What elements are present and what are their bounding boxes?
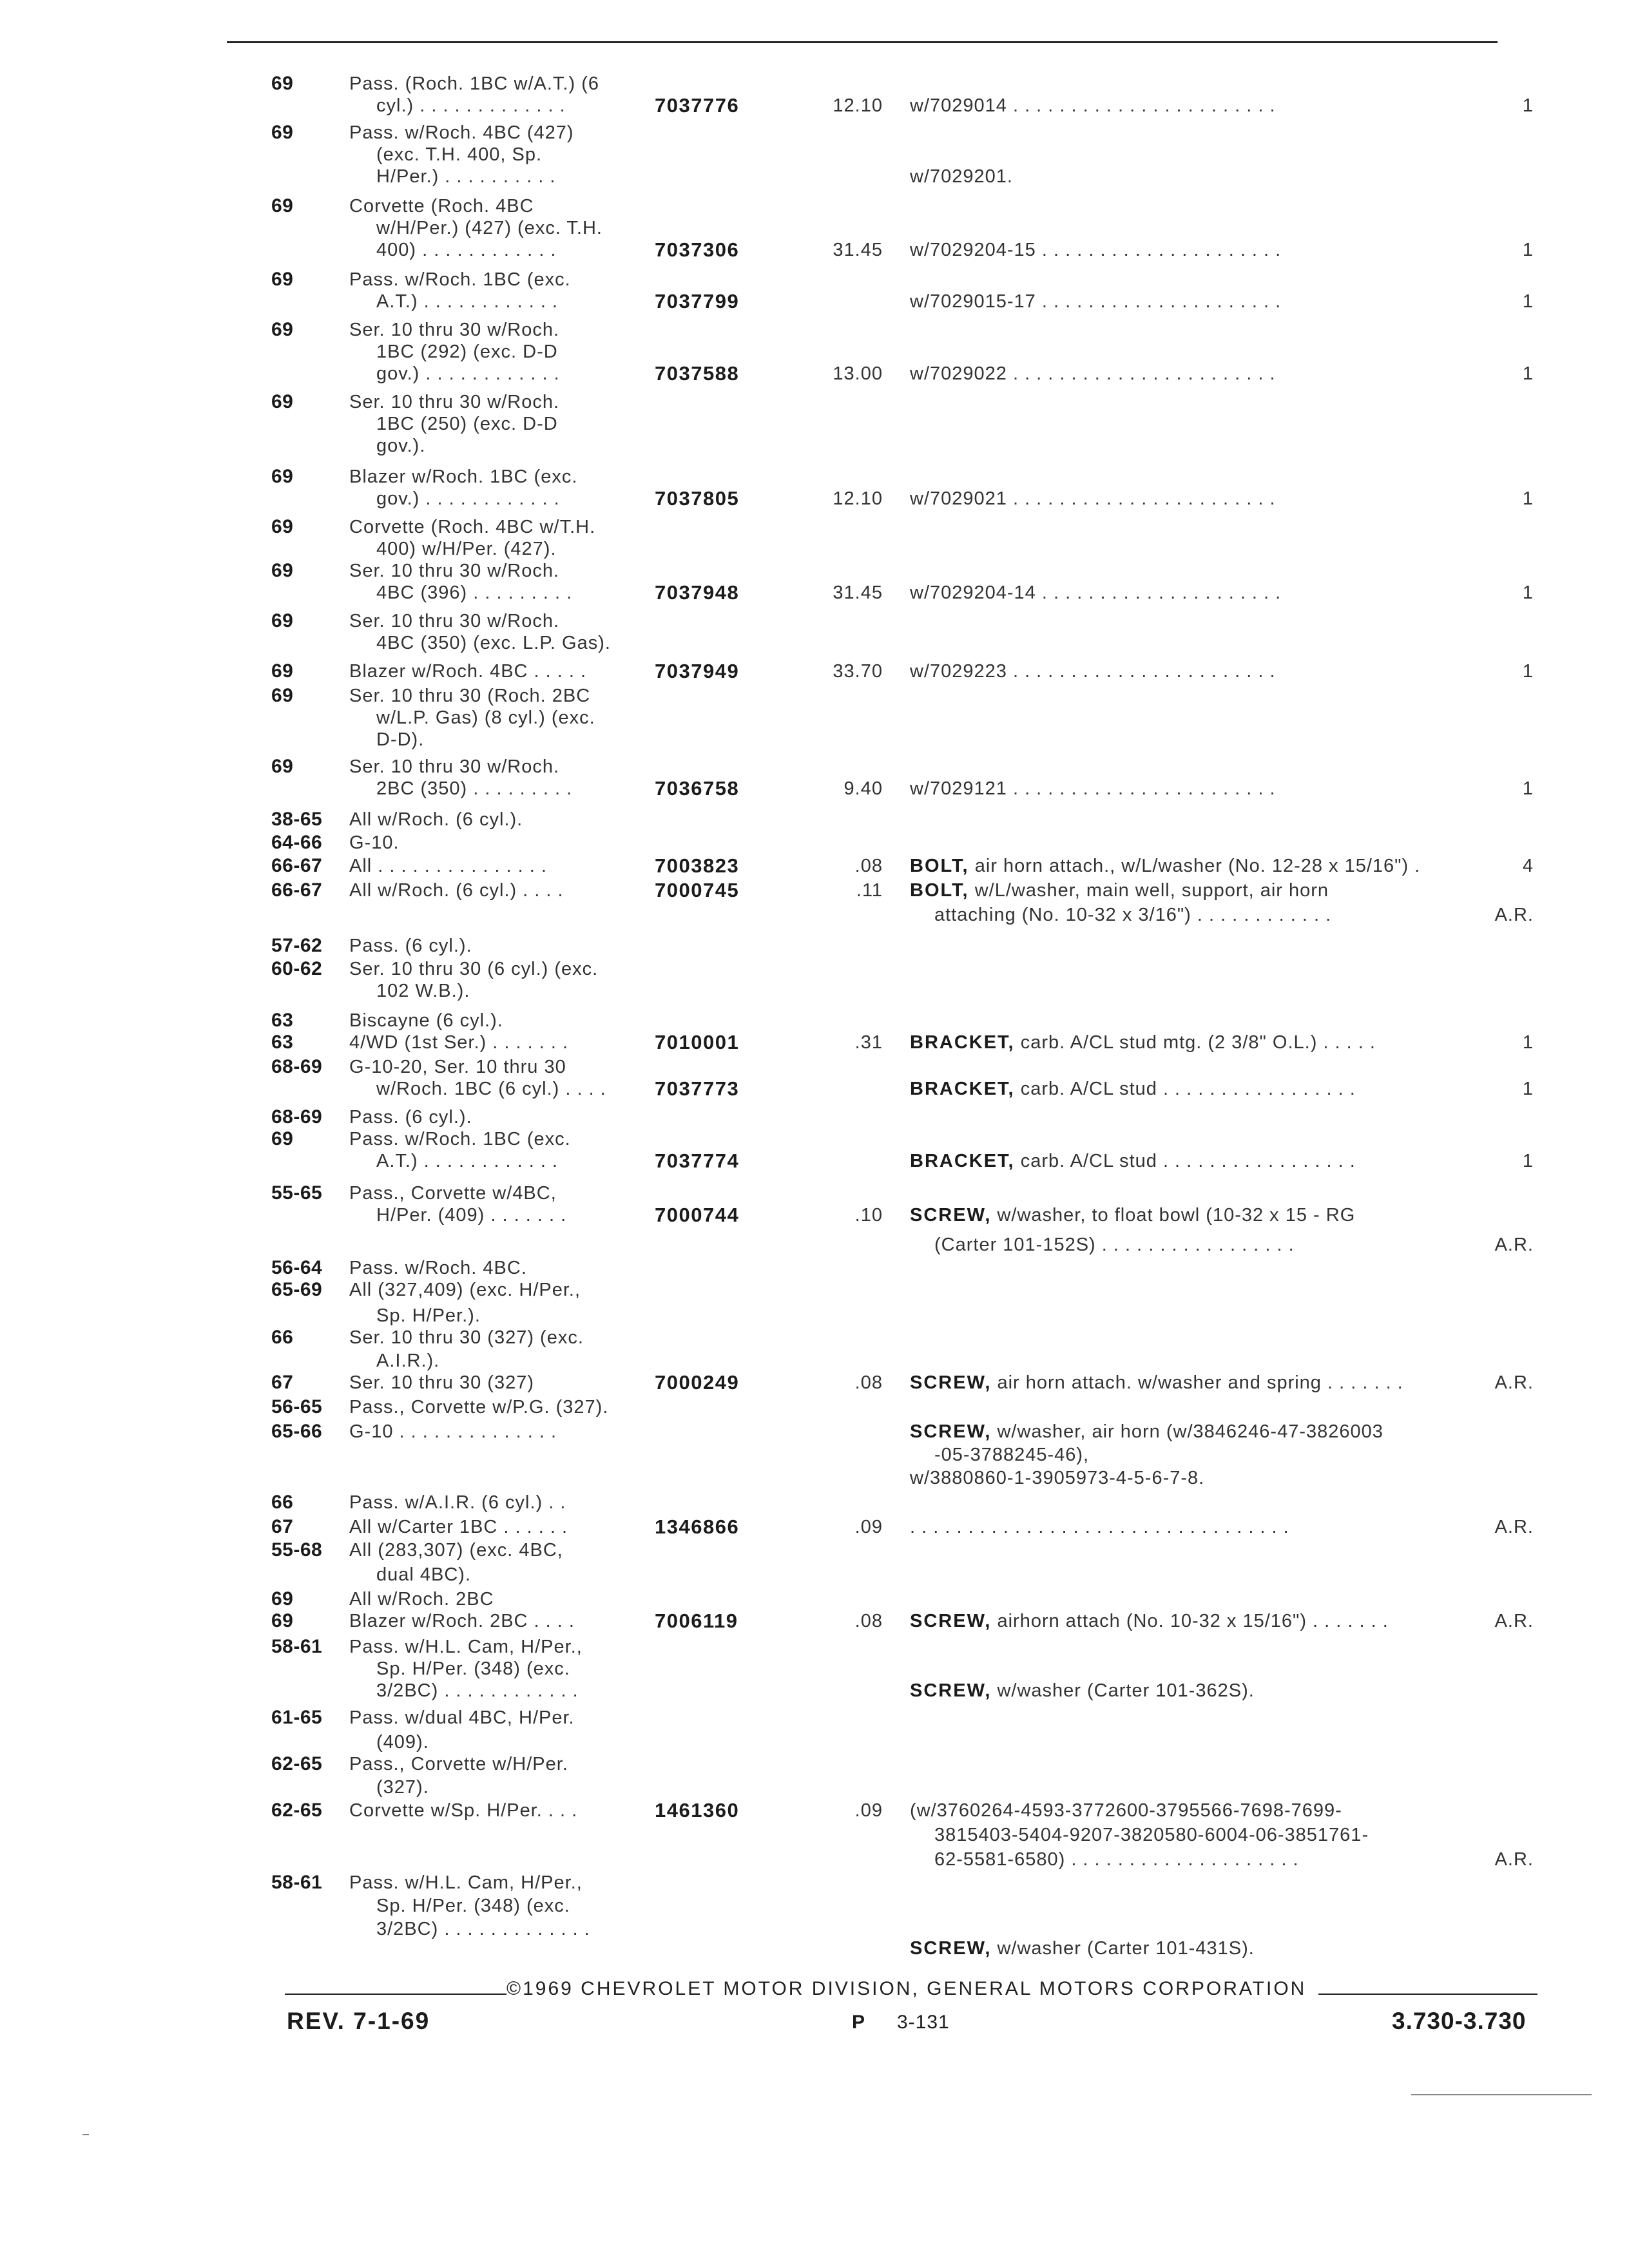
application-description: Ser. 10 thru 30 w/Roch. (349, 320, 560, 340)
price: 33.70 (833, 661, 883, 682)
price: 31.45 (833, 582, 883, 603)
application-description: All w/Roch. (6 cyl.). (349, 809, 523, 830)
model-year: 66-67 (271, 879, 323, 901)
price: .09 (854, 1800, 883, 1821)
application-description: Ser. 10 thru 30 (327) (exc. (349, 1327, 584, 1348)
application-description: A.T.) . . . . . . . . . . . . (376, 291, 558, 312)
model-year: 69 (271, 756, 294, 777)
part-note (910, 1466, 1204, 1490)
model-year: 69 (271, 560, 294, 581)
part-number: 7037774 (655, 1149, 740, 1172)
part-note (910, 238, 1281, 262)
scan-mark (1411, 2094, 1592, 2095)
application-description: Pass. (6 cyl.). (349, 936, 472, 956)
part-name: BRACKET, (910, 1151, 1015, 1171)
model-year: 61-65 (271, 1707, 323, 1728)
part-name: BRACKET, (910, 1079, 1015, 1099)
part-note-text: w/washer (Carter 101-431S). (997, 1938, 1255, 1959)
model-year: 62-65 (271, 1800, 323, 1821)
part-number: 7037949 (655, 660, 740, 682)
price: .11 (856, 880, 883, 901)
application-description: Pass. w/H.L. Cam, H/Per., (349, 1637, 583, 1657)
model-year: 66 (271, 1492, 294, 1513)
part-number: 7037805 (655, 487, 740, 510)
part-note-text: w/7029015-17 . . . . . . . . . . . . . . . . . . . . . (910, 291, 1282, 312)
application-description: Blazer w/Roch. 2BC . . . . (349, 1611, 575, 1631)
top-rule (227, 41, 1498, 43)
application-description: (409). (376, 1732, 429, 1753)
model-year: 69 (271, 1128, 294, 1149)
application-description: Ser. 10 thru 30 (Roch. 2BC (349, 686, 591, 706)
part-note-text: w/L/washer, main well, support, air horn (974, 880, 1329, 901)
quantity: 1 (1522, 778, 1534, 799)
part-number: 7010001 (655, 1031, 740, 1053)
part-name: BOLT, (910, 856, 969, 876)
model-year: 69 (271, 660, 294, 682)
part-note-text: w/7029022 . . . . . . . . . . . . . . . . . . . . . . . (910, 363, 1276, 384)
model-year: 65-69 (271, 1279, 323, 1300)
model-year: 58-61 (271, 1636, 323, 1657)
price: .08 (854, 1611, 883, 1631)
model-year: 69 (271, 610, 294, 631)
model-year: 69 (271, 319, 294, 340)
application-description: 4/WD (1st Ser.) . . . . . . . (349, 1032, 568, 1053)
quantity: 1 (1522, 661, 1534, 682)
application-description: G-10. (349, 832, 400, 853)
model-year: 57-62 (271, 935, 323, 956)
model-year: 69 (271, 1588, 294, 1610)
application-description: Corvette w/Sp. H/Per. . . . (349, 1800, 578, 1821)
application-description: Ser. 10 thru 30 w/Roch. (349, 756, 560, 777)
part-name: BOLT, (910, 880, 969, 901)
application-description: 4BC (396) . . . . . . . . . (376, 582, 573, 603)
quantity: 1 (1522, 95, 1534, 116)
part-note (910, 1420, 1383, 1443)
application-description: 4BC (350) (exc. L.P. Gas). (376, 633, 611, 653)
application-description: Sp. H/Per. (348) (exc. (376, 1896, 570, 1916)
application-description: 2BC (350) . . . . . . . . . (376, 778, 573, 799)
part-note (910, 1149, 1356, 1173)
application-description: A.T.) . . . . . . . . . . . . (376, 1151, 558, 1171)
quantity: A.R. (1494, 1517, 1534, 1537)
part-number: 7037773 (655, 1077, 740, 1100)
application-description: w/Roch. 1BC (6 cyl.) . . . . (376, 1079, 606, 1099)
part-note (910, 290, 1281, 313)
application-description: Pass. w/Roch. 4BC. (349, 1258, 527, 1278)
part-note-text: . . . . . . . . . . . . . . . . . . . . . . . . . . . . . . . . . (910, 1517, 1289, 1537)
application-description: Pass., Corvette w/H/Per. (349, 1754, 568, 1774)
application-description: Ser. 10 thru 30 w/Roch. (349, 611, 560, 631)
price: 12.10 (833, 95, 883, 116)
model-year: 56-65 (271, 1396, 323, 1418)
scan-mark (82, 2134, 89, 2135)
quantity: 1 (1522, 1079, 1534, 1099)
part-note-text: air horn attach., w/L/washer (No. 12-28 x 15/16") . (974, 856, 1421, 876)
part-note (910, 165, 1013, 188)
model-year: 68-69 (271, 1106, 323, 1128)
part-note-text: carb. A/CL stud . . . . . . . . . . . . . . . . . (1020, 1079, 1356, 1099)
application-description: All (283,307) (exc. 4BC, (349, 1540, 563, 1561)
model-year: 55-68 (271, 1539, 323, 1561)
part-note (934, 1233, 1295, 1256)
application-description: G-10-20, Ser. 10 thru 30 (349, 1057, 566, 1077)
application-description: All w/Roch. (6 cyl.) . . . . (349, 880, 564, 901)
application-description: gov.) . . . . . . . . . . . . (376, 488, 560, 509)
quantity: 1 (1522, 1151, 1534, 1171)
model-year: 69 (271, 516, 294, 537)
revision-date: REV. 7-1-69 (287, 2008, 430, 2034)
application-description: All w/Carter 1BC . . . . . . (349, 1517, 568, 1537)
part-note (910, 1610, 1389, 1633)
model-year: 69 (271, 73, 294, 94)
part-note-text: 3815403-5404-9207-3820580-6004-06-3851761- (934, 1825, 1369, 1845)
price: 13.00 (833, 363, 883, 384)
part-note-text: w/washer, air horn (w/3846246-47-3826003 (997, 1421, 1383, 1442)
application-description: 3/2BC) . . . . . . . . . . . . . (376, 1919, 590, 1939)
model-year: 67 (271, 1372, 294, 1393)
footer-rule-right (1318, 1994, 1537, 1995)
model-year: 66 (271, 1327, 294, 1348)
model-year: 69 (271, 195, 294, 216)
application-description: (exc. T.H. 400, Sp. (376, 144, 543, 165)
application-description: 1BC (292) (exc. D-D (376, 341, 558, 362)
application-description: All w/Roch. 2BC (349, 1589, 494, 1610)
quantity: A.R. (1494, 1235, 1534, 1255)
model-year: 60-62 (271, 958, 323, 979)
part-number: 7037948 (655, 581, 740, 604)
part-note (934, 1443, 1089, 1466)
part-note (910, 1937, 1255, 1960)
price: 12.10 (833, 488, 883, 509)
part-note (910, 1077, 1356, 1100)
part-number: 1346866 (655, 1515, 740, 1538)
part-note-text: w/7029201. (910, 166, 1013, 187)
application-description: Ser. 10 thru 30 w/Roch. (349, 392, 560, 412)
part-note-text: w/washer (Carter 101-362S). (997, 1680, 1255, 1701)
application-description: Pass., Corvette w/P.G. (327). (349, 1397, 609, 1418)
part-number: 7006119 (655, 1610, 738, 1632)
part-name: SCREW, (910, 1680, 992, 1701)
application-description: Ser. 10 thru 30 (6 cyl.) (exc. (349, 959, 599, 979)
application-description: D-D). (376, 729, 425, 750)
part-note-text: (Carter 101-152S) . . . . . . . . . . . . . . . . . (934, 1235, 1295, 1255)
model-year: 62-65 (271, 1753, 323, 1774)
application-description: G-10 . . . . . . . . . . . . . . (349, 1421, 557, 1442)
application-description: Blazer w/Roch. 4BC . . . . . (349, 661, 587, 682)
part-note (910, 1515, 1289, 1539)
application-description: Ser. 10 thru 30 w/Roch. (349, 561, 560, 581)
part-note-text: attaching (No. 10-32 x 3/16") . . . . . . . . . . . . (934, 905, 1332, 925)
model-year: 67 (271, 1516, 294, 1537)
application-description: A.I.R.). (376, 1350, 440, 1371)
copyright-notice: ©1969 CHEVROLET MOTOR DIVISION, GENERAL MOTORS CORPORATION (506, 1978, 1307, 1999)
model-year: 63 (271, 1010, 294, 1031)
part-number: 7000745 (655, 879, 740, 901)
application-description: Blazer w/Roch. 1BC (exc. (349, 466, 578, 487)
price: 31.45 (833, 240, 883, 260)
model-year: 69 (271, 1610, 294, 1631)
price: .10 (854, 1205, 883, 1225)
application-description: Ser. 10 thru 30 (327) (349, 1372, 534, 1393)
model-year: 66-67 (271, 855, 323, 876)
part-number: 7000249 (655, 1371, 740, 1394)
price: .09 (854, 1517, 883, 1537)
application-description: All . . . . . . . . . . . . . . . (349, 856, 547, 876)
application-description: Sp. H/Per.). (376, 1305, 481, 1326)
model-year: 56-64 (271, 1257, 323, 1278)
part-note (910, 777, 1276, 800)
application-description: Pass. w/A.I.R. (6 cyl.) . . (349, 1492, 566, 1513)
application-description: w/L.P. Gas) (8 cyl.) (exc. (376, 707, 595, 728)
application-description: Pass. w/Roch. 1BC (exc. (349, 269, 571, 290)
application-description: 102 W.B.). (376, 981, 470, 1001)
part-note (910, 879, 1329, 902)
part-note-text: w/7029223 . . . . . . . . . . . . . . . . . . . . . . . (910, 661, 1276, 682)
application-description: Pass. w/Roch. 1BC (exc. (349, 1129, 571, 1149)
part-number: 7037799 (655, 290, 740, 312)
quantity: 1 (1522, 240, 1534, 260)
application-description: gov.). (376, 436, 426, 456)
page-prefix: P (852, 2012, 865, 2033)
application-description: Pass. w/Roch. 4BC (427) (349, 122, 574, 143)
application-description: H/Per.) . . . . . . . . . . (376, 166, 556, 187)
part-name: SCREW, (910, 1938, 992, 1959)
model-year: 69 (271, 685, 294, 706)
part-name: SCREW, (910, 1421, 992, 1442)
part-note (910, 581, 1281, 604)
quantity: A.R. (1494, 1372, 1534, 1393)
model-year: 69 (271, 269, 294, 290)
model-year: 58-61 (271, 1872, 323, 1893)
part-note (910, 1371, 1403, 1394)
part-name: SCREW, (910, 1611, 992, 1631)
part-number: 7037776 (655, 94, 740, 117)
part-note (934, 1848, 1299, 1871)
part-note (910, 1679, 1255, 1702)
part-note-text: w/7029021 . . . . . . . . . . . . . . . . . . . . . . . (910, 488, 1276, 509)
part-note (910, 362, 1276, 385)
application-description: Pass. w/H.L. Cam, H/Per., (349, 1872, 583, 1893)
part-note-text: -05-3788245-46), (934, 1445, 1090, 1465)
part-number: 7037306 (655, 238, 740, 261)
application-description: dual 4BC). (376, 1564, 472, 1585)
application-description: Pass. (Roch. 1BC w/A.T.) (6 (349, 73, 599, 94)
footer-rule-left (285, 1994, 506, 1995)
quantity: 1 (1522, 488, 1534, 509)
part-note-text: w/7029204-14 . . . . . . . . . . . . . . . . . . . . . (910, 582, 1282, 603)
part-note-text: 62-5581-6580) . . . . . . . . . . . . . . . . . . . . (934, 1849, 1299, 1870)
price: .08 (854, 856, 883, 876)
model-year: 69 (271, 122, 294, 143)
model-year: 68-69 (271, 1056, 323, 1077)
part-note (910, 660, 1276, 683)
part-name: BRACKET, (910, 1032, 1015, 1053)
part-note (934, 1823, 1369, 1847)
application-description: Sp. H/Per. (348) (exc. (376, 1658, 570, 1679)
price: .08 (854, 1372, 883, 1393)
application-description: Biscayne (6 cyl.). (349, 1010, 503, 1031)
part-note-text: air horn attach. w/washer and spring . . . . . . . (997, 1372, 1403, 1393)
quantity: A.R. (1494, 1849, 1534, 1870)
section-number: 3.730-3.730 (1392, 2008, 1527, 2034)
application-description: 3/2BC) . . . . . . . . . . . . (376, 1680, 579, 1701)
part-note (910, 1799, 1342, 1822)
application-description: Pass. w/dual 4BC, H/Per. (349, 1707, 575, 1728)
part-note-text: w/3880860-1-3905973-4-5-6-7-8. (910, 1468, 1205, 1488)
quantity: 4 (1522, 856, 1534, 876)
application-description: cyl.) . . . . . . . . . . . . . (376, 95, 566, 116)
model-year: 69 (271, 466, 294, 487)
part-note-text: carb. A/CL stud . . . . . . . . . . . . . . . . . (1020, 1151, 1356, 1171)
part-note-text: carb. A/CL stud mtg. (2 3/8" O.L.) . . . . . (1020, 1032, 1376, 1053)
model-year: 65-66 (271, 1421, 323, 1442)
application-description: w/H/Per.) (427) (exc. T.H. (376, 218, 602, 238)
part-note (910, 487, 1276, 510)
model-year: 69 (271, 391, 294, 412)
part-note-text: (w/3760264-4593-3772600-3795566-7698-7699- (910, 1800, 1342, 1821)
application-description: All (327,409) (exc. H/Per., (349, 1280, 581, 1300)
application-description: Corvette (Roch. 4BC w/T.H. (349, 517, 596, 537)
application-description: (327). (376, 1777, 429, 1798)
part-number: 7036758 (655, 777, 740, 800)
part-note (910, 1204, 1355, 1227)
part-number: 7037588 (655, 362, 740, 385)
part-number: 7000744 (655, 1204, 740, 1226)
page-number: 3-131 (897, 2012, 950, 2033)
model-year: 64-66 (271, 832, 323, 853)
part-name: SCREW, (910, 1205, 992, 1225)
part-name: SCREW, (910, 1372, 992, 1393)
application-description: Corvette (Roch. 4BC (349, 196, 534, 216)
part-note-text: w/7029121 . . . . . . . . . . . . . . . . . . . . . . . (910, 778, 1276, 799)
part-note (910, 854, 1420, 878)
application-description: H/Per. (409) . . . . . . . (376, 1205, 567, 1225)
application-description: Pass., Corvette w/4BC, (349, 1183, 557, 1204)
quantity: 1 (1522, 291, 1534, 312)
part-note-text: w/7029204-15 . . . . . . . . . . . . . . . . . . . . . (910, 240, 1282, 260)
part-number: 7003823 (655, 854, 740, 877)
model-year: 38-65 (271, 809, 323, 830)
part-note (934, 903, 1331, 927)
quantity: 1 (1522, 1032, 1534, 1053)
quantity: A.R. (1494, 905, 1534, 925)
application-description: 400) w/H/Per. (427). (376, 539, 557, 559)
part-note (910, 94, 1276, 117)
quantity: 1 (1522, 363, 1534, 384)
price: 9.40 (843, 778, 883, 799)
application-description: gov.) . . . . . . . . . . . . (376, 363, 560, 384)
model-year: 63 (271, 1032, 294, 1053)
price: .31 (854, 1032, 883, 1053)
quantity: A.R. (1494, 1611, 1534, 1631)
application-description: 1BC (250) (exc. D-D (376, 414, 558, 434)
part-note-text: airhorn attach (No. 10-32 x 15/16") . . . . . . . (997, 1611, 1389, 1631)
part-number: 1461360 (655, 1799, 740, 1821)
part-note (910, 1031, 1376, 1054)
part-note-text: w/7029014 . . . . . . . . . . . . . . . . . . . . . . . (910, 95, 1276, 116)
model-year: 55-65 (271, 1182, 323, 1204)
application-description: Pass. (6 cyl.). (349, 1107, 472, 1128)
part-note-text: w/washer, to float bowl (10-32 x 15 - RG (997, 1205, 1356, 1225)
quantity: 1 (1522, 582, 1534, 603)
application-description: 400) . . . . . . . . . . . . (376, 240, 557, 260)
